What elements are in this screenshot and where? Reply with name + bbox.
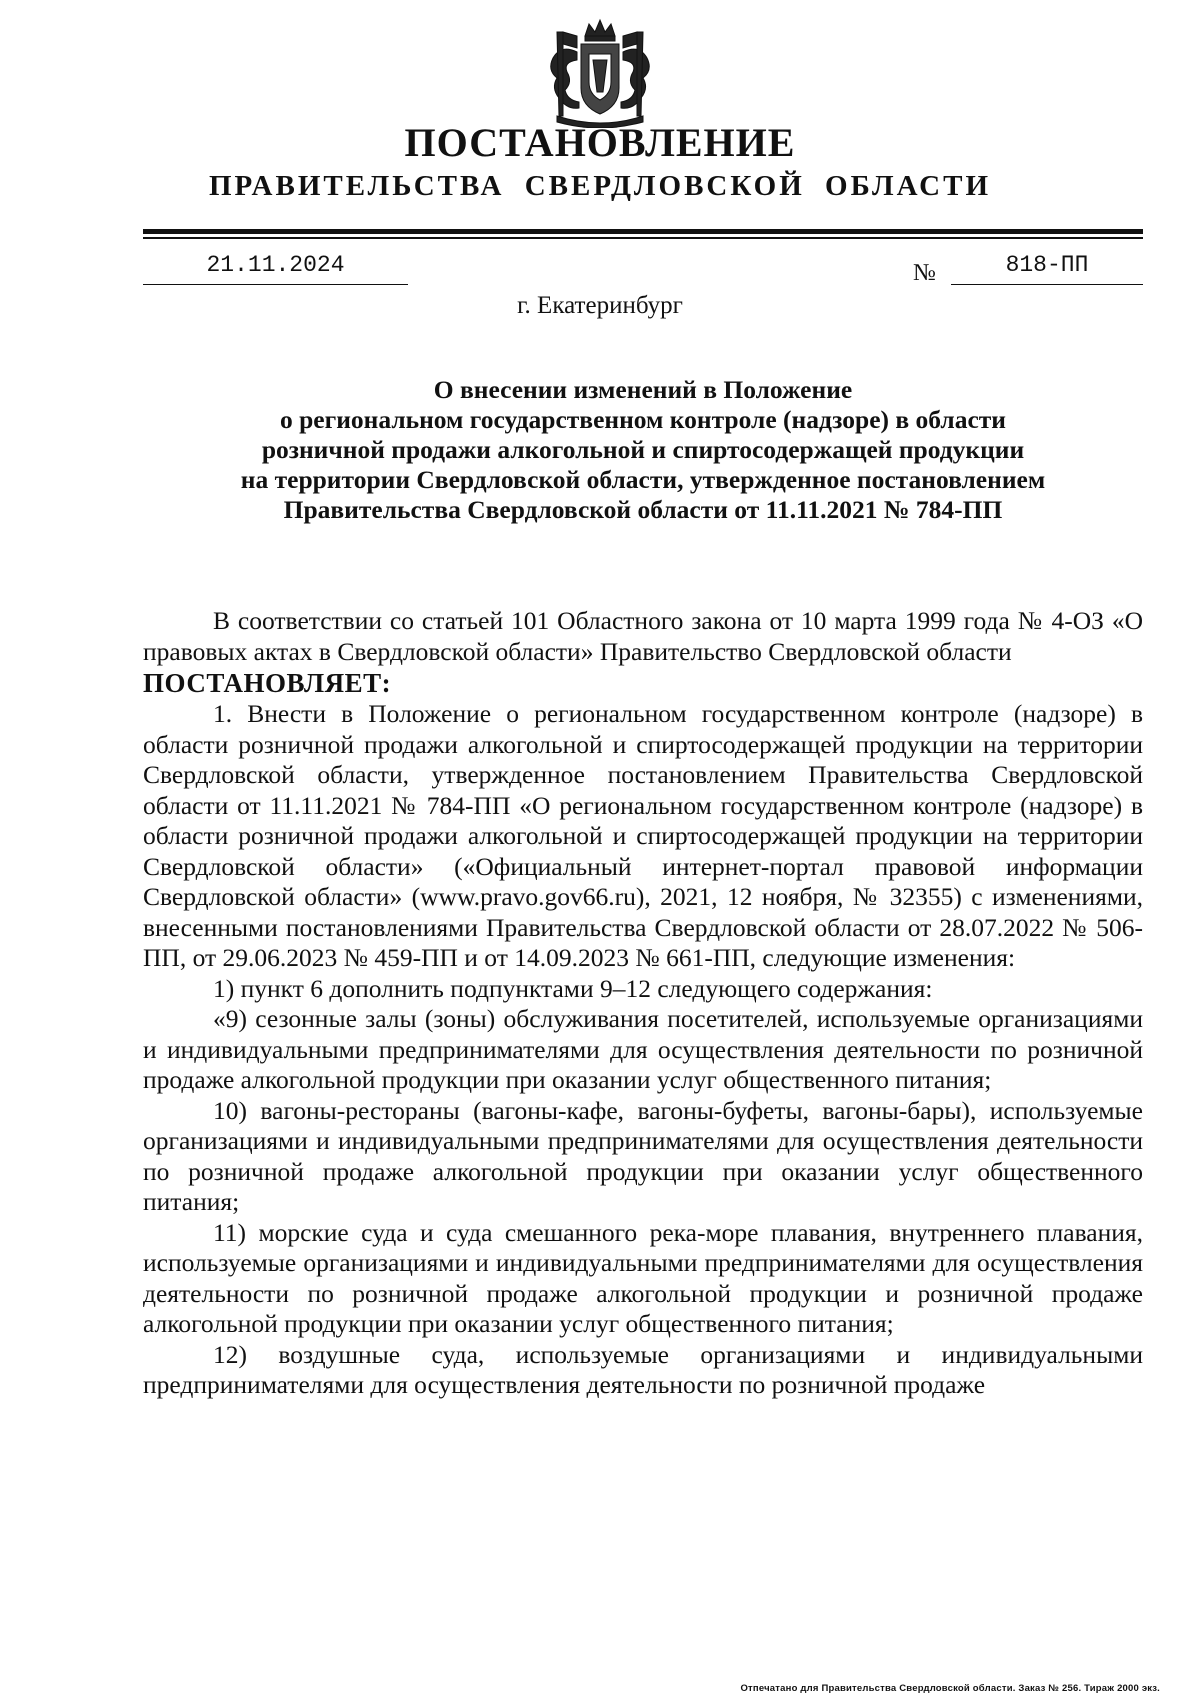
- heading-line: О внесении изменений в Положение: [433, 375, 853, 404]
- print-footer: Отпечатано для Правительства Свердловской области. Заказ № 256. Тираж 2000 экз.: [740, 1683, 1160, 1694]
- heading-line: на территории Свердловской области, утвержденное постановлением: [240, 465, 1046, 494]
- document-title: ПОСТАНОВЛЕНИЕ: [404, 120, 796, 165]
- document-date: 21.11.2024: [143, 250, 408, 285]
- preamble-paragraph: В соответствии со статьей 101 Областного закона от 10 марта 1999 года № 4-ОЗ «О правовых актах в Свердловской области» Правительство Свердловской области: [143, 606, 1143, 666]
- header-rule-thick: [143, 229, 1143, 234]
- decree-keyword: ПОСТАНОВЛЯЕТ:: [143, 668, 392, 698]
- paragraph-subpoint-11: 11) морские суда и суда смешанного река-море плавания, внутреннего плавания, используемые организациями и индивидуальными предпринимателями для осуществления деятельности по розничной продаже алкогольной продукции и розничной продаже алкогольной продукции при оказании услуг общественного питания;: [143, 1217, 1143, 1338]
- heading-line: Правительства Свердловской области от 11.11.2021 № 784-ПП: [283, 495, 1003, 524]
- paragraph-1: 1. Внести в Положение о региональном государственном контроле (надзоре) в области розничной продажи алкогольной и спиртосодержащей продукции на территории Свердловской области, утвержденное постановлением Правительства Свердловской области от 11.11.2021 № 784-ПП «О региональном государственном контроле (надзоре) в области розничной продажи алкогольной и спиртосодержащей продукции на территории Свердловской области» («Официальный интернет-портал правовой информации Свердловской области» (www.pravo.gov66.ru), 2021, 12 ноября, № 32355) с изменениями, внесенными постановлениями Правительства Свердловской области от 28.07.2022 № 506-ПП, от 29.06.2023 № 459-ПП и от 14.09.2023 № 661-ПП, следующие изменения:: [143, 699, 1143, 972]
- document-city: г. Екатеринбург: [517, 292, 683, 319]
- paragraph-subpoint-12: 12) воздушные суда, используемые организациями и индивидуальными предпринимателями для осуществления деятельности по розничной продаже: [143, 1339, 1143, 1399]
- paragraph-subpoint-intro: 1) пункт 6 дополнить подпунктами 9–12 следующего содержания:: [213, 973, 933, 1003]
- paragraph-subpoint-10: 10) вагоны-рестораны (вагоны-кафе, вагоны-буфеты, вагоны-бары), используемые организациями и индивидуальными предпринимателями для осуществления деятельности по розничной продаже алкогольной продукции при оказании услуг общественного питания;: [143, 1095, 1143, 1216]
- document-subtitle: ПРАВИТЕЛЬСТВА СВЕРДЛОВСКОЙ ОБЛАСТИ: [208, 170, 992, 202]
- document-heading: [143, 375, 1143, 525]
- document-number: 818-ПП: [951, 250, 1143, 285]
- header-rule-thin: [143, 237, 1143, 239]
- heading-line: розничной продажи алкогольной и спиртосодержащей продукции: [261, 435, 1025, 464]
- number-label: №: [913, 260, 936, 286]
- heading-line: о региональном государственном контроле (надзоре) в области: [280, 405, 1006, 434]
- document-body: [143, 606, 1143, 1401]
- coat-of-arms-icon: [537, 18, 663, 128]
- paragraph-subpoint-9: «9) сезонные залы (зоны) обслуживания посетителей, используемые организациями и индивидуальными предпринимателями для осуществления деятельности по розничной продаже алкогольной продукции при оказании услуг общественного питания;: [143, 1004, 1143, 1094]
